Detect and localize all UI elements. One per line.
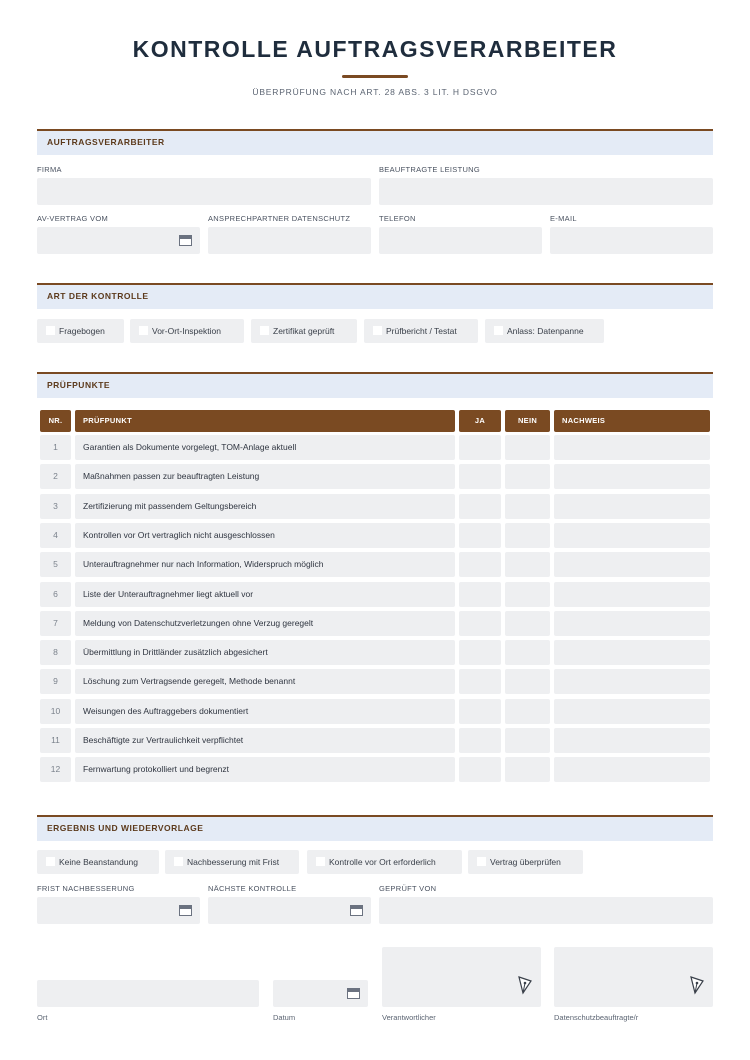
- row-pruefpunkt: Zertifizierung mit passendem Geltungsbereich: [75, 494, 455, 519]
- row-pruefpunkt: Unterauftragnehmer nur nach Information, Widerspruch möglich: [75, 552, 455, 577]
- checkbox-vor-ort-inspektion[interactable]: Vor-Ort-Inspektion: [130, 319, 244, 343]
- checkbox-keine-beanstandung[interactable]: Keine Beanstandung: [37, 850, 159, 874]
- row-number: 9: [40, 669, 71, 694]
- row-nachweis-cell[interactable]: [554, 699, 710, 724]
- checkbox-kontrolle-vor-ort[interactable]: Kontrolle vor Ort erforderlich: [307, 850, 462, 874]
- row-ja-cell[interactable]: [459, 640, 501, 665]
- row-nachweis-cell[interactable]: [554, 494, 710, 519]
- row-nein-cell[interactable]: [505, 757, 550, 782]
- row-nein-cell[interactable]: [505, 464, 550, 489]
- row-nein-cell[interactable]: [505, 728, 550, 753]
- checkbox-zertifikat[interactable]: Zertifikat geprüft: [251, 319, 357, 343]
- row-pruefpunkt: Maßnahmen passen zur beauftragten Leistung: [75, 464, 455, 489]
- naechste-kontrolle-date-field[interactable]: [208, 897, 371, 924]
- leistung-field[interactable]: [379, 178, 713, 205]
- row-nachweis-cell[interactable]: [554, 611, 710, 636]
- column-header-ja: JA: [459, 410, 501, 432]
- checkbox-vertrag-ueberpruefen[interactable]: Vertrag überprüfen: [468, 850, 583, 874]
- row-number: 8: [40, 640, 71, 665]
- firma-label: FIRMA: [37, 165, 62, 174]
- row-nachweis-cell[interactable]: [554, 669, 710, 694]
- row-nachweis-cell[interactable]: [554, 464, 710, 489]
- row-nachweis-cell[interactable]: [554, 728, 710, 753]
- row-nein-cell[interactable]: [505, 640, 550, 665]
- ort-field[interactable]: [37, 980, 259, 1007]
- av-vertrag-label: AV-VERTRAG VOM: [37, 214, 109, 223]
- calendar-icon[interactable]: [179, 235, 192, 246]
- ansprechpartner-field[interactable]: [208, 227, 371, 254]
- ort-label: Ort: [37, 1013, 48, 1022]
- row-number: 5: [40, 552, 71, 577]
- datum-label: Datum: [273, 1013, 296, 1022]
- row-ja-cell[interactable]: [459, 582, 501, 607]
- section-heading-control-type: ART DER KONTROLLE: [37, 283, 713, 309]
- row-number: 2: [40, 464, 71, 489]
- email-label: E-MAIL: [550, 214, 577, 223]
- column-header-nachweis: NACHWEIS: [554, 410, 710, 432]
- row-pruefpunkt: Kontrollen vor Ort vertraglich nicht ausgeschlossen: [75, 523, 455, 548]
- row-pruefpunkt: Löschung zum Vertragsende geregelt, Methode benannt: [75, 669, 455, 694]
- checkbox-fragebogen[interactable]: Fragebogen: [37, 319, 124, 343]
- email-field[interactable]: [550, 227, 713, 254]
- checkbox-nachbesserung[interactable]: Nachbesserung mit Frist: [165, 850, 299, 874]
- row-ja-cell[interactable]: [459, 699, 501, 724]
- dsb-label: Datenschutzbeauftragte/r: [554, 1013, 639, 1022]
- telefon-field[interactable]: [379, 227, 542, 254]
- row-nachweis-cell[interactable]: [554, 582, 710, 607]
- row-ja-cell[interactable]: [459, 523, 501, 548]
- geprueft-von-label: GEPRÜFT VON: [379, 884, 437, 893]
- page-subtitle: ÜBERPRÜFUNG NACH ART. 28 ABS. 3 LIT. H DSGVO: [252, 87, 498, 97]
- row-ja-cell[interactable]: [459, 757, 501, 782]
- calendar-icon[interactable]: [350, 905, 363, 916]
- telefon-label: TELEFON: [379, 214, 416, 223]
- row-nein-cell[interactable]: [505, 523, 550, 548]
- verantwortlicher-label: Verantwortlicher: [382, 1013, 436, 1022]
- row-nein-cell[interactable]: [505, 435, 550, 460]
- page-title: KONTROLLE AUFTRAGSVERARBEITER: [132, 36, 618, 62]
- row-number: 7: [40, 611, 71, 636]
- row-ja-cell[interactable]: [459, 611, 501, 636]
- frist-date-field[interactable]: [37, 897, 200, 924]
- signature-verantwortlicher[interactable]: [382, 947, 541, 1007]
- row-ja-cell[interactable]: [459, 552, 501, 577]
- row-ja-cell[interactable]: [459, 494, 501, 519]
- column-header-nein: NEIN: [505, 410, 550, 432]
- row-nein-cell[interactable]: [505, 494, 550, 519]
- ansprechpartner-label: ANSPRECHPARTNER DATENSCHUTZ: [208, 214, 351, 223]
- row-nachweis-cell[interactable]: [554, 523, 710, 548]
- av-vertrag-date-field[interactable]: [37, 227, 200, 254]
- row-pruefpunkt: Beschäftigte zur Vertraulichkeit verpflichtet: [75, 728, 455, 753]
- row-nein-cell[interactable]: [505, 582, 550, 607]
- row-nein-cell[interactable]: [505, 611, 550, 636]
- section-heading-processor: AUFTRAGSVERARBEITER: [37, 129, 713, 155]
- section-heading-result: ERGEBNIS UND WIEDERVORLAGE: [37, 815, 713, 841]
- calendar-icon[interactable]: [179, 905, 192, 916]
- pen-icon: [689, 975, 705, 995]
- row-ja-cell[interactable]: [459, 728, 501, 753]
- row-ja-cell[interactable]: [459, 435, 501, 460]
- column-header-nr: NR.: [40, 410, 71, 432]
- row-nachweis-cell[interactable]: [554, 757, 710, 782]
- row-pruefpunkt: Meldung von Datenschutzverletzungen ohne Verzug geregelt: [75, 611, 455, 636]
- datum-date-field[interactable]: [273, 980, 368, 1007]
- naechste-kontrolle-label: NÄCHSTE KONTROLLE: [208, 884, 297, 893]
- geprueft-von-field[interactable]: [379, 897, 713, 924]
- row-number: 4: [40, 523, 71, 548]
- row-ja-cell[interactable]: [459, 464, 501, 489]
- leistung-label: BEAUFTRAGTE LEISTUNG: [379, 165, 481, 174]
- title-divider: [342, 75, 408, 78]
- row-number: 6: [40, 582, 71, 607]
- row-nachweis-cell[interactable]: [554, 640, 710, 665]
- column-header-pruefpunkt: PRÜFPUNKT: [75, 410, 455, 432]
- row-number: 10: [40, 699, 71, 724]
- row-number: 3: [40, 494, 71, 519]
- pen-icon: [517, 975, 533, 995]
- row-nein-cell[interactable]: [505, 552, 550, 577]
- signature-dsb[interactable]: [554, 947, 713, 1007]
- row-number: 12: [40, 757, 71, 782]
- section-heading-checkpoints: PRÜFPUNKTE: [37, 372, 713, 398]
- row-pruefpunkt: Garantien als Dokumente vorgelegt, TOM-Anlage aktuell: [75, 435, 455, 460]
- row-pruefpunkt: Weisungen des Auftraggebers dokumentiert: [75, 699, 455, 724]
- row-nein-cell[interactable]: [505, 669, 550, 694]
- row-ja-cell[interactable]: [459, 669, 501, 694]
- checkbox-datenpanne[interactable]: Anlass: Datenpanne: [485, 319, 604, 343]
- row-number: 1: [40, 435, 71, 460]
- frist-label: FRIST NACHBESSERUNG: [37, 884, 135, 893]
- checkbox-pruefbericht[interactable]: Prüfbericht / Testat: [364, 319, 478, 343]
- row-pruefpunkt: Liste der Unterauftragnehmer liegt aktuell vor: [75, 582, 455, 607]
- row-number: 11: [40, 728, 71, 753]
- row-nein-cell[interactable]: [505, 699, 550, 724]
- firma-field[interactable]: [37, 178, 371, 205]
- row-nachweis-cell[interactable]: [554, 435, 710, 460]
- row-pruefpunkt: Übermittlung in Drittländer zusätzlich abgesichert: [75, 640, 455, 665]
- row-pruefpunkt: Fernwartung protokolliert und begrenzt: [75, 757, 455, 782]
- calendar-icon[interactable]: [347, 988, 360, 999]
- row-nachweis-cell[interactable]: [554, 552, 710, 577]
